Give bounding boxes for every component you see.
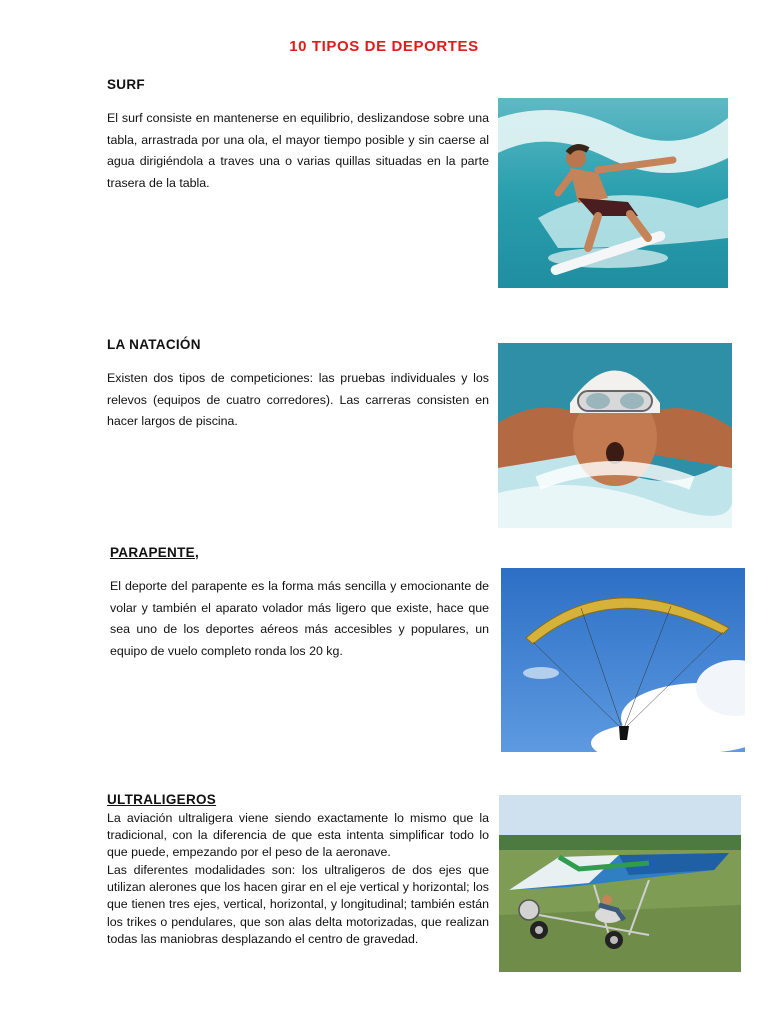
section-paragraph-ultraligeros-2: Las diferentes modalidades son: los ultraligeros de dos ejes que utilizan alerones que los hacen girar en el eje vertical y horizontal; los que tienen tres ejes, vertical, horizontal, y longitudinal; también están los trikes o pendulares, que son alas delta motorizadas, que realizan todas las maniobras desplazando el centro de gravedad. <box>107 863 489 946</box>
section-paragraph-parapente: El deporte del parapente es la forma más sencilla y emocionante de volar y también el aparato volador más ligero que existe, hace que sea uno de los deportes aéreos más accesibles y populares, un equipo de vuelo completo ronda los 20 kg. <box>110 579 489 658</box>
section-paragraph-ultraligeros-1: La aviación ultraligera viene siendo exactamente lo mismo que la tradicional, con la diferencia de que esta intenta simplificar todo lo que puede, empezando por el peso de la aeronave. <box>107 811 489 860</box>
section-heading-ultraligeros <box>107 792 216 807</box>
swimmer-image <box>498 343 732 528</box>
parapente-heading-suffix: , <box>194 545 200 560</box>
section-heading-parapente <box>110 545 199 560</box>
parapente-heading-text: PARAPENTE <box>110 545 195 560</box>
section-paragraph-surf: El surf consiste en mantenerse en equilibrio, deslizandose sobre una tabla, arrastrada por una ola, el mayor tiempo posible y sin caerse al agua dirigiéndola a traves una o varias quillas situadas en la parte trasera de la tabla. <box>107 111 489 190</box>
ultraligeros-heading-text: ULTRALIGEROS <box>107 792 217 807</box>
swimming-photo <box>498 343 732 528</box>
section-paragraph-natacion: Existen dos tipos de competiciones: las pruebas individuales y los relevos (equipos de cuatro corredores). Las carreras consisten en hacer largos de piscina. <box>107 371 489 428</box>
ultralight-photo <box>499 795 741 972</box>
paragliding-photo <box>501 568 745 752</box>
document-title: 10 TIPOS DE DEPORTES <box>289 38 479 55</box>
section-heading-surf: SURF <box>107 77 145 92</box>
surfer-image <box>498 98 728 288</box>
paraglider-image <box>501 568 745 752</box>
surf-photo <box>498 98 728 288</box>
section-heading-natacion: LA NATACIÓN <box>107 337 201 352</box>
ultralight-image <box>499 795 741 972</box>
